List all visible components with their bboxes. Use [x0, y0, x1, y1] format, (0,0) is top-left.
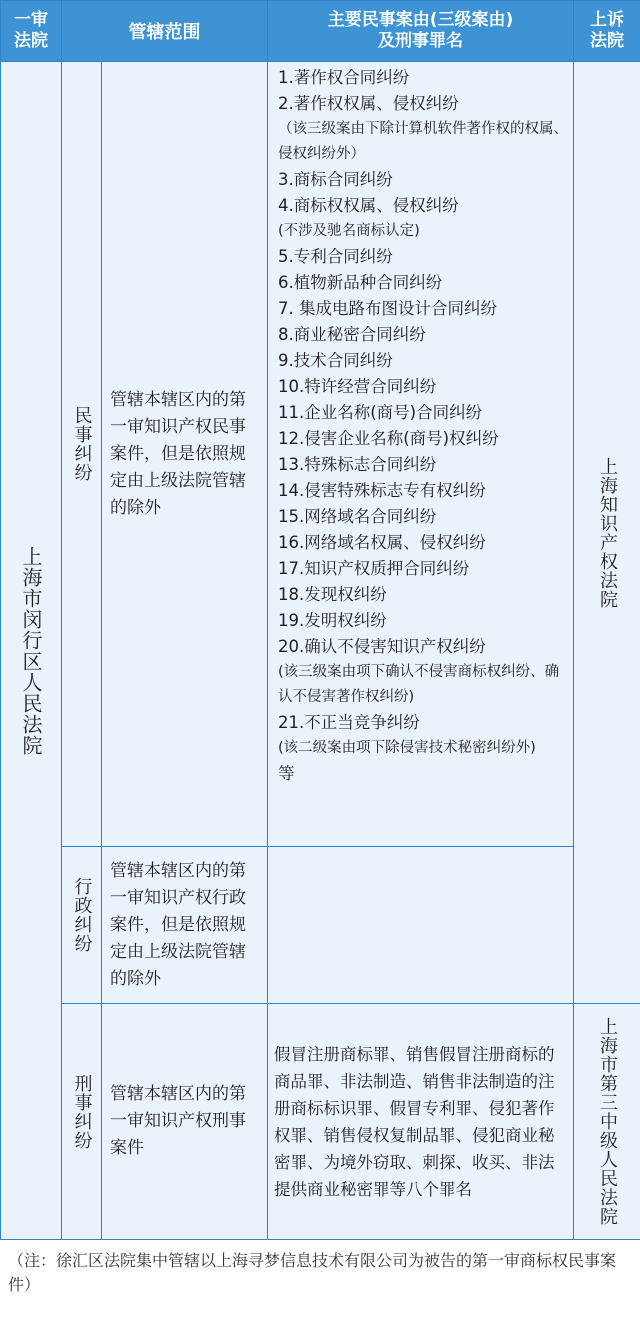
civil-appeal-court-cell: [574, 62, 640, 1004]
cause-item: 19.发明权纠纷: [278, 611, 387, 630]
cause-note: (该二级案由项下除侵害技术秘密纠纷外): [278, 740, 536, 756]
cause-item: 1.著作权合同纠纷: [278, 68, 410, 87]
administrative-cause-empty: [268, 847, 574, 1004]
criminal-scope: 管辖本辖区内的第一审知识产权刑事案件: [102, 1004, 268, 1240]
header-cause: 主要民事案由(三级案由) 及刑事罪名: [268, 1, 574, 62]
cause-item: 18.发现权纠纷: [278, 585, 387, 604]
cause-note: (该三级案由项下确认不侵害商标权纠纷、确认不侵害著作权纠纷): [278, 664, 560, 705]
cause-item: 21.不正当竞争纠纷: [278, 713, 420, 732]
criminal-appeal-court-cell: [574, 1004, 640, 1240]
cause-item: 13.特殊标志合同纠纷: [278, 455, 437, 474]
cause-note: (不涉及驰名商标认定): [278, 223, 420, 239]
cause-item: 6.植物新品种合同纠纷: [278, 273, 443, 292]
header-appeal-court: 上诉 法院: [574, 1, 640, 62]
first-instance-court: 上海市闵行区人民法院: [19, 545, 43, 756]
cause-item: 10.特许经营合同纠纷: [278, 377, 437, 396]
cause-item: 15.网络域名合同纠纷: [278, 507, 437, 526]
criminal-category-cell: [62, 1004, 102, 1240]
footnote: （注：徐汇区法院集中管辖以上海寻梦信息技术有限公司为被告的第一审商标权民事案件）: [8, 1251, 617, 1294]
cause-item: 5.专利合同纠纷: [278, 247, 393, 266]
header-row: [1, 1, 640, 62]
administrative-scope: 管辖本辖区内的第一审知识产权行政案件，但是依照规定由上级法院管辖的除外: [102, 847, 268, 1004]
civil-category: 民事纠纷: [71, 406, 93, 482]
cause-item: 等: [278, 764, 295, 783]
cause-item: 7. 集成电路布图设计合同纠纷: [278, 299, 497, 318]
cause-item: 16.网络域名权属、侵权纠纷: [278, 533, 486, 552]
cause-item: 14.侵害特殊标志专有权纠纷: [278, 481, 486, 500]
cause-item: 2.著作权权属、侵权纠纷: [278, 94, 459, 113]
cause-item: 9.技术合同纠纷: [278, 351, 393, 370]
administrative-category: 行政纠纷: [71, 877, 93, 953]
civil-cause-list: [268, 62, 574, 847]
cause-note: （该三级案由下除计算机软件著作权的权属、侵权纠纷外）: [278, 121, 568, 162]
administrative-row: [1, 847, 640, 1004]
civil-scope: 管辖本辖区内的第一审知识产权民事案件，但是依照规定由上级法院管辖的除外: [102, 62, 268, 847]
header-scope: 管辖范围: [62, 1, 268, 62]
cause-item: 20.确认不侵害知识产权纠纷: [278, 637, 486, 656]
cause-item: 12.侵害企业名称(商号)权纠纷: [278, 429, 499, 448]
civil-category-cell: [62, 62, 102, 847]
criminal-appeal-court: 上海市第三中级人民法院: [597, 1017, 618, 1226]
cause-item: 3.商标合同纠纷: [278, 170, 393, 189]
administrative-category-cell: [62, 847, 102, 1004]
criminal-crime-list: 假冒注册商标罪、销售假冒注册商标的商品罪、非法制造、销售非法制造的注册商标标识罪、假冒专利罪、侵犯著作权罪、销售侵权复制品罪、侵犯商业秘密罪、为境外窃取、刺探、收买、非法提供商业秘密罪等八个罪名: [268, 1004, 574, 1240]
criminal-row: [1, 1004, 640, 1240]
civil-appeal-court: 上海知识产权法院: [597, 456, 618, 609]
civil-row: [1, 62, 640, 847]
criminal-category: 刑事纠纷: [71, 1073, 93, 1150]
cause-item: 4.商标权权属、侵权纠纷: [278, 196, 459, 215]
cause-item: 8.商业秘密合同纠纷: [278, 325, 426, 344]
first-instance-court-cell: [1, 62, 62, 1240]
header-first-court: 一审 法院: [1, 1, 62, 62]
cause-item: 17.知识产权质押合同纠纷: [278, 559, 470, 578]
cause-item: 11.企业名称(商号)合同纠纷: [278, 403, 483, 422]
